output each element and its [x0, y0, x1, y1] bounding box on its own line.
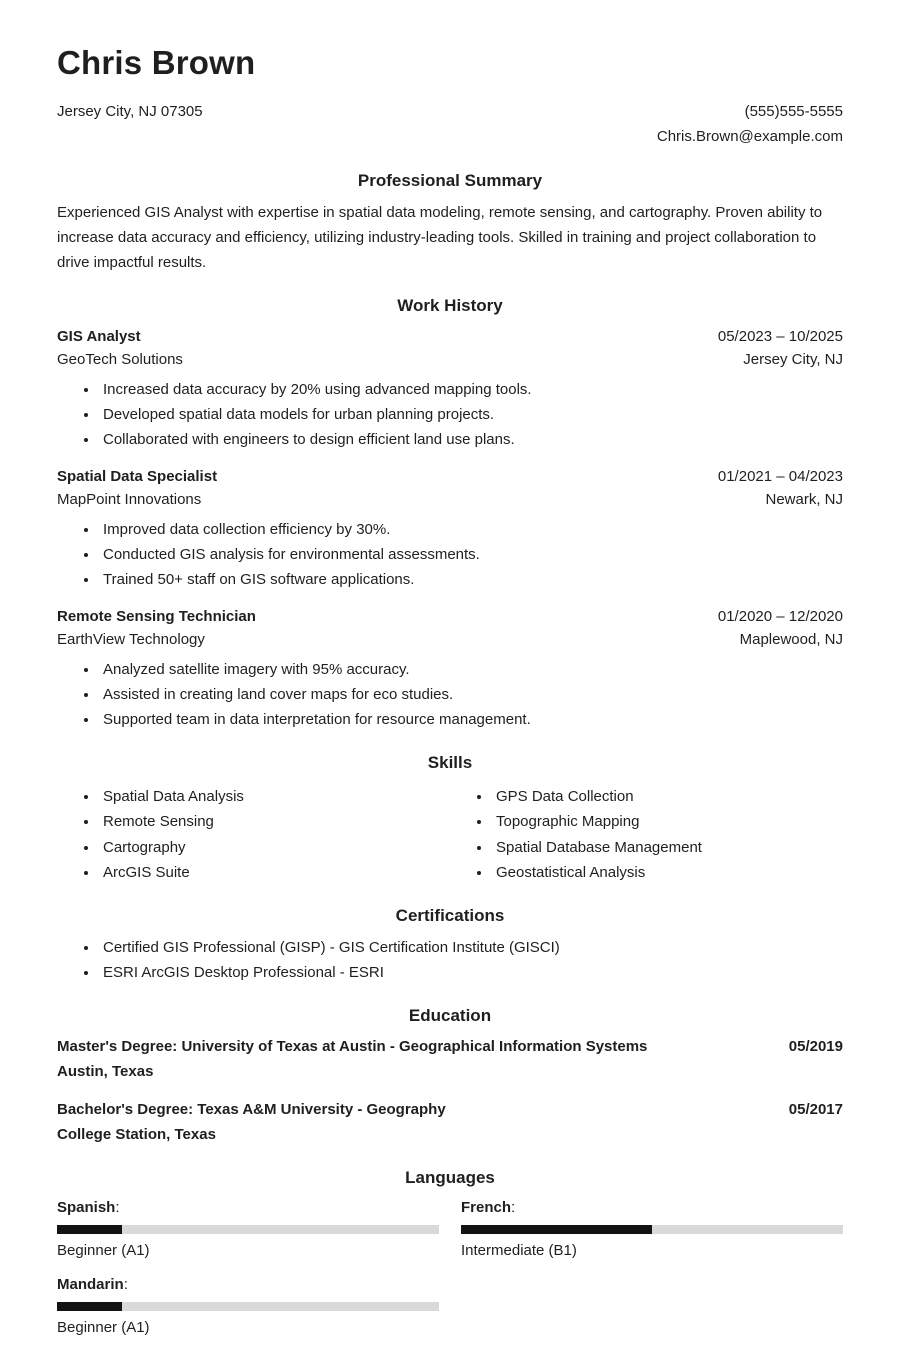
job-bullet: • Developed spatial data models for urban planning projects.	[99, 402, 843, 427]
job-company: EarthView Technology	[57, 631, 205, 649]
language-label	[57, 1197, 439, 1218]
job-location: Newark, NJ	[765, 491, 843, 509]
job-entry	[57, 605, 843, 732]
section-heading-professional-summary: Professional Summary	[357, 170, 543, 190]
job-subhead	[57, 628, 843, 651]
job-subhead	[57, 488, 843, 511]
skill-item: • ArcGIS Suite	[99, 860, 450, 885]
job-bullet-list	[57, 517, 843, 593]
job-company: GeoTech Solutions	[57, 351, 183, 369]
language-name: French	[461, 1199, 512, 1217]
language-name: Mandarin	[57, 1276, 124, 1294]
job-bullet: • Trained 50+ staff on GIS software applications.	[99, 567, 843, 592]
skill-item: • Topographic Mapping	[492, 809, 843, 834]
section-certifications	[57, 906, 843, 985]
job-head	[57, 325, 843, 348]
job-bullet-list	[57, 377, 843, 453]
language-name: Spanish	[57, 1199, 116, 1217]
job-bullet-list	[57, 657, 843, 733]
section-heading-certifications: Certifications	[395, 906, 505, 925]
job-subhead	[57, 348, 843, 371]
job-head	[57, 605, 843, 628]
job-dates: 01/2021 – 04/2023	[717, 468, 843, 486]
job-bullet: • Conducted GIS analysis for environmental assessments.	[99, 542, 843, 567]
education-location: Austin, Texas	[57, 1063, 154, 1081]
certification-item: • Certified GIS Professional (GISP) - GIS Certification Institute (GISCI)	[99, 935, 843, 960]
skills-column-right	[450, 784, 843, 885]
language-proficiency-bar	[57, 1302, 439, 1311]
contact-row	[57, 100, 843, 150]
education-head	[57, 1035, 843, 1060]
language-proficiency-fill	[57, 1225, 122, 1234]
job-dates: 05/2023 – 10/2025	[717, 328, 843, 346]
job-location: Maplewood, NJ	[739, 631, 843, 649]
skill-item: • GPS Data Collection	[492, 784, 843, 809]
language-label-colon: :	[511, 1199, 516, 1217]
language-label	[57, 1274, 439, 1295]
job-title: Remote Sensing Technician	[57, 608, 256, 626]
job-bullet: • Collaborated with engineers to design efficient land use plans.	[99, 427, 843, 452]
education-location: College Station, Texas	[57, 1125, 216, 1143]
certification-item: • ESRI ArcGIS Desktop Professional - ESRI	[99, 960, 843, 985]
job-title: GIS Analyst	[57, 328, 141, 346]
contact-right	[657, 100, 843, 150]
language-proficiency-bar	[461, 1225, 843, 1234]
education-entry	[57, 1035, 843, 1085]
section-heading-work-history: Work History	[397, 296, 503, 316]
job-bullet: • Supported team in data interpretation for resource management.	[99, 707, 843, 732]
language-proficiency-fill	[461, 1225, 652, 1234]
skill-item: • Remote Sensing	[99, 809, 450, 834]
language-item	[57, 1274, 439, 1338]
education-date: 05/2017	[788, 1100, 843, 1118]
education-list	[57, 1035, 843, 1147]
skill-item: • Spatial Data Analysis	[99, 784, 450, 809]
resume-header	[57, 44, 843, 150]
language-level: Beginner (A1)	[57, 1319, 150, 1337]
education-degree: Bachelor's Degree: Texas A&M University - Geography	[57, 1100, 446, 1118]
section-languages	[57, 1168, 843, 1338]
language-proficiency-fill	[57, 1302, 122, 1311]
contact-email: Chris.Brown@example.com	[656, 127, 843, 145]
job-list	[57, 325, 843, 732]
section-heading-education: Education	[408, 1006, 492, 1026]
language-level: Beginner (A1)	[57, 1242, 150, 1260]
language-item	[461, 1197, 843, 1261]
job-location: Jersey City, NJ	[743, 351, 843, 369]
job-title: Spatial Data Specialist	[57, 468, 218, 486]
certification-list	[57, 935, 843, 985]
contact-phone: (555)555-5555	[744, 103, 843, 120]
language-label	[461, 1197, 843, 1218]
skill-item: • Spatial Database Management	[492, 835, 843, 860]
person-name: Chris Brown	[57, 44, 256, 81]
summary-text: Experienced GIS Analyst with expertise in spatial data modeling, remote sensing, and cartography. Proven ability to increase data accuracy and efficiency, utilizing industry-leading tools. Skilled in training and project collaboration to drive impactful results.	[57, 203, 823, 271]
education-degree: Master's Degree: University of Texas at Austin - Geographical Information Systems	[57, 1038, 648, 1056]
education-head	[57, 1098, 843, 1123]
language-grid	[57, 1197, 843, 1338]
section-education	[57, 1006, 843, 1147]
language-label-colon: :	[115, 1199, 120, 1217]
job-entry	[57, 325, 843, 452]
section-heading-skills: Skills	[427, 753, 473, 773]
job-bullet: • Increased data accuracy by 20% using advanced mapping tools.	[99, 377, 843, 402]
language-proficiency-bar	[57, 1225, 439, 1234]
section-skills	[57, 753, 843, 885]
skill-item: • Geostatistical Analysis	[492, 860, 843, 885]
job-bullet: • Analyzed satellite imagery with 95% accuracy.	[99, 657, 843, 682]
language-level: Intermediate (B1)	[461, 1242, 577, 1260]
contact-location: Jersey City, NJ 07305	[57, 103, 203, 120]
education-entry	[57, 1098, 843, 1148]
skill-item: • Cartography	[99, 835, 450, 860]
job-entry	[57, 465, 843, 592]
job-dates: 01/2020 – 12/2020	[717, 608, 843, 626]
job-bullet: • Assisted in creating land cover maps for eco studies.	[99, 682, 843, 707]
education-date: 05/2019	[788, 1038, 843, 1056]
language-item	[57, 1197, 439, 1261]
section-heading-languages: Languages	[405, 1168, 495, 1188]
section-work-history	[57, 296, 843, 732]
skills-column-left	[57, 784, 450, 885]
section-professional-summary	[57, 171, 843, 276]
skills-columns	[57, 782, 843, 885]
language-label-colon: :	[123, 1276, 128, 1294]
job-head	[57, 465, 843, 488]
job-bullet: • Improved data collection efficiency by 30%.	[99, 517, 843, 542]
job-company: MapPoint Innovations	[57, 491, 202, 509]
